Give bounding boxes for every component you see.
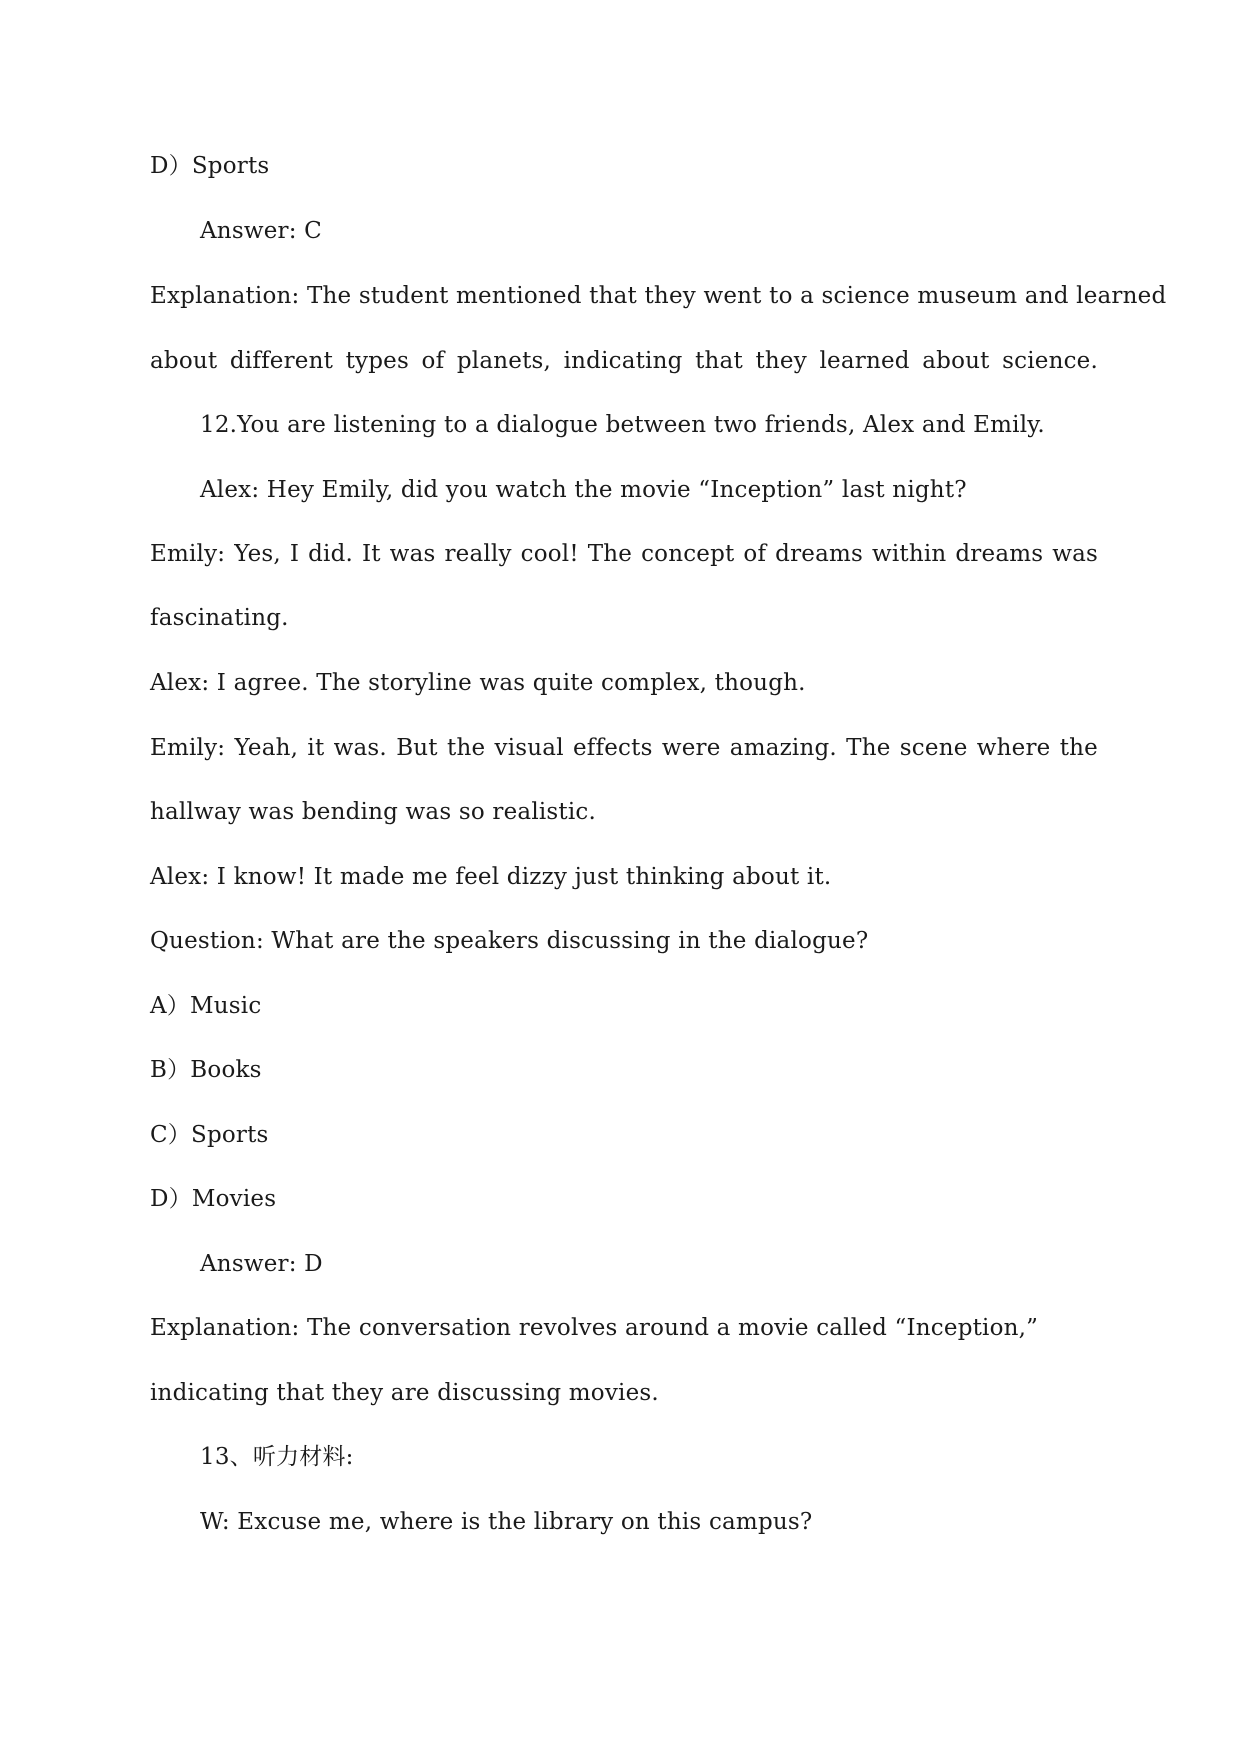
dialogue-line-emily-1-cont: fascinating.: [150, 605, 289, 631]
explanation-12-line-1: Explanation: The conversation revolves around a movie called “Inception,”: [150, 1315, 1039, 1341]
option-c-sports: C）Sports: [150, 1122, 269, 1148]
answer-12: Answer: D: [200, 1251, 323, 1277]
dialogue-line-emily-1: Emily: Yes, I did. It was really cool! The concept of dreams within dreams was: [150, 541, 1098, 567]
explanation-11-line-1: Explanation: The student mentioned that they went to a science museum and learned: [150, 283, 1167, 309]
dialogue-line-emily-2: Emily: Yeah, it was. But the visual effects were amazing. The scene where the: [150, 735, 1098, 761]
question-13-dialogue-w: W: Excuse me, where is the library on this campus?: [200, 1509, 813, 1535]
question-13-heading: 13、听力材料:: [200, 1444, 354, 1470]
explanation-12-line-2: indicating that they are discussing movies.: [150, 1380, 659, 1406]
dialogue-line-alex-1: Alex: Hey Emily, did you watch the movie “Inception” last night?: [200, 477, 967, 503]
question-12-prompt: Question: What are the speakers discussing in the dialogue?: [150, 928, 869, 954]
option-b-books: B）Books: [150, 1057, 262, 1083]
question-12-intro: 12.You are listening to a dialogue between two friends, Alex and Emily.: [200, 412, 1045, 438]
option-a-music: A）Music: [150, 993, 262, 1019]
explanation-11-line-2: about different types of planets, indicating that they learned about science.: [150, 348, 1098, 374]
dialogue-line-alex-3: Alex: I know! It made me feel dizzy just thinking about it.: [150, 864, 832, 890]
answer-11: Answer: C: [200, 218, 322, 244]
option-d-sports: D）Sports: [150, 153, 270, 179]
dialogue-line-alex-2: Alex: I agree. The storyline was quite complex, though.: [150, 670, 806, 696]
option-d-movies: D）Movies: [150, 1186, 277, 1212]
dialogue-line-emily-2-cont: hallway was bending was so realistic.: [150, 799, 597, 825]
